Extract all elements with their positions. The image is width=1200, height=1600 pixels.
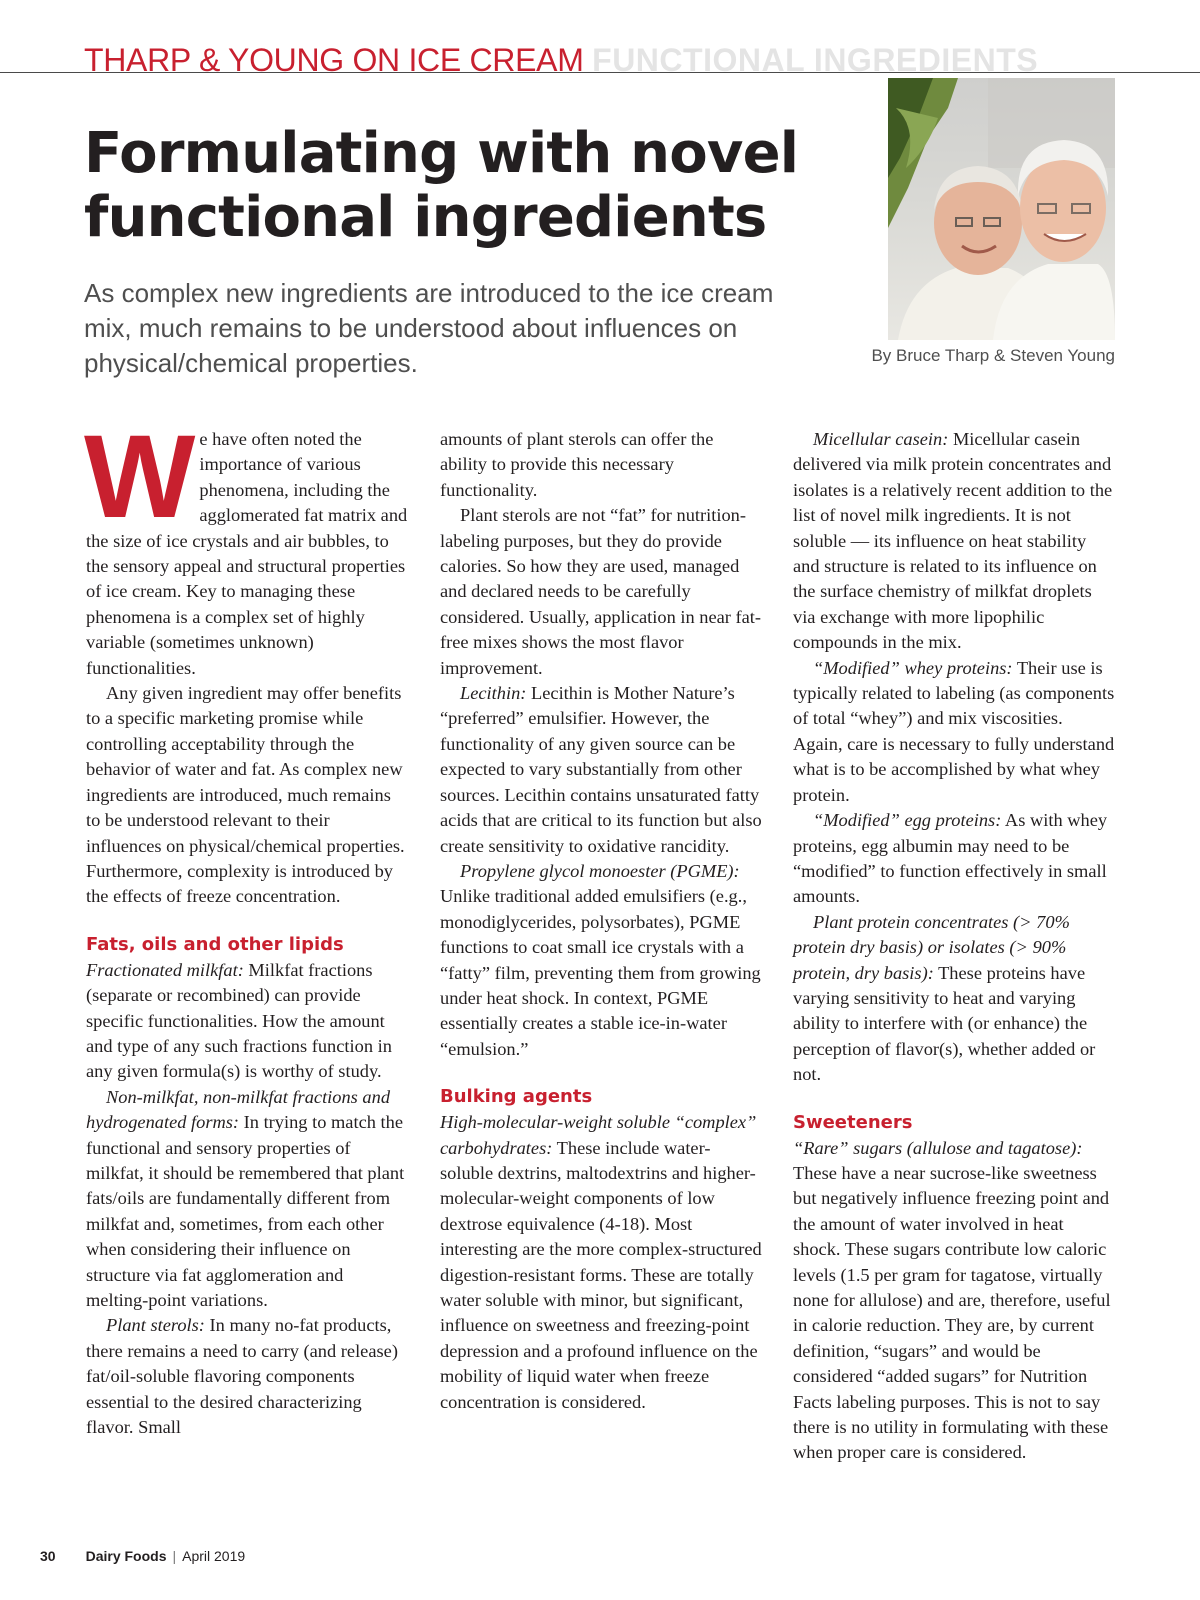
column-3 [793, 427, 1115, 1466]
term-label: Propylene glycol monoester (PGME): [460, 860, 740, 881]
paragraph-plant-sterols [86, 1313, 408, 1440]
paragraph-modified-egg [793, 808, 1115, 910]
column-1 [84, 411, 408, 1440]
subhead-sweeteners: Sweeteners [793, 1111, 913, 1133]
intro-text: e have often noted the importance of various phenomena, including the agglomerated fat matrix and the size of ice crystals and air bubbles, to the sensory appeal and structural properties of ice cream. Key to managing these phenomena is a complex set of highly variable (sometimes unknown) functionalities. [86, 429, 408, 678]
paragraph-continued: amounts of plant sterols can offer the ability to provide this necessary functionality. [440, 429, 714, 500]
page-footer [40, 1546, 245, 1566]
paragraph-pgme [440, 859, 762, 1062]
term-text: Milkfat fractions (separate or recombined) can provide specific functionalities. How the amount and type of any such fractions function in any given formula(s) is worthy of study. [86, 959, 392, 1082]
term-text: Unlike traditional added emulsifiers (e.g., monodiglycerides, polysorbates), PGME functions to coat small ice crystals with a “fatty” film, preventing them from growing under heat shock. In context, PGME essentially creates a stable ice-in-water “emulsion.” [440, 886, 761, 1059]
term-text: In many no-fat products, there remains a need to carry (and release) fat/oil-soluble flavoring components essential to the desired characterizing flavor. Small [86, 1315, 398, 1438]
term-text: These include water-soluble dextrins, maltodextrins and higher-molecular-weight components of low dextrose equivalence (4-18). Most interesting are the more complex-structured digestion-resistant forms. These are totally water soluble with minor, but significant, influence on sweetness and freezing-point depression and a profound influence on the mobility of liquid water when freeze concentration is considered. [440, 1137, 762, 1412]
page-number: 30 [40, 1548, 56, 1564]
term-label: High-molecular-weight soluble “complex” carbohydrates: [440, 1112, 757, 1158]
term-label: “Rare” sugars (allulose and tagatose): [793, 1137, 1083, 1158]
paragraph-complex-carbs [440, 1110, 762, 1415]
subhead-bulking: Bulking agents [440, 1086, 593, 1108]
article-deck: As complex new ingredients are introduced to the ice cream mix, much remains to be understood about influences on physical/chemical properties. [84, 278, 774, 378]
section-header [84, 40, 1038, 80]
column-2 [440, 427, 762, 1415]
paragraph: Plant sterols are not “fat” for nutrition-labeling purposes, but they do provide calories. So how they are used, managed and declared needs to be carefully considered. Usually, application in near fat-free mixes shows the most flavor improvement. [440, 505, 762, 678]
term-text: Lecithin is Mother Nature’s “preferred” emulsifier. However, the functionality of any given source can be expected to vary substantially from other sources. Lecithin contains unsaturated fatty acids that are critical to its function but also create sensitivity to oxidative rancidity. [440, 683, 762, 856]
paragraph-plant-protein [793, 910, 1115, 1088]
term-label: “Modified” whey proteins: [813, 657, 1013, 678]
term-label: Plant sterols: [106, 1315, 205, 1336]
term-label: Micellular casein: [813, 429, 949, 449]
paragraph-non-milkfat [86, 1085, 408, 1314]
section-topic: FUNCTIONAL INGREDIENTS [592, 42, 1039, 78]
term-label: Plant protein concentrates (> 70% protein dry basis) or isolates (> 90% protein, dry basis): [793, 911, 1070, 983]
paragraph-micellular-casein [793, 427, 1115, 656]
paragraph: Any given ingredient may offer benefits to a specific marketing promise while controlling acceptability through the behavior of water and fat. As complex new ingredients are introduced, much remains to be understood relevant to their influences on physical/chemical properties. Furthermore, complexity is introduced by the effects of freeze concentration. [86, 683, 405, 907]
term-label: Lecithin: [460, 683, 527, 704]
section-name: THARP & YOUNG ON ICE CREAM [84, 42, 584, 78]
paragraph-fractionated-milkfat [86, 958, 408, 1085]
paragraph-modified-whey [793, 656, 1115, 808]
paragraph-lecithin [440, 681, 762, 859]
issue-date: April 2019 [182, 1548, 246, 1564]
term-label: “Modified” egg proteins: [813, 810, 1002, 831]
magazine-name: Dairy Foods [85, 1548, 167, 1564]
term-text: These proteins have varying sensitivity to heat and varying ability to interfere with (or enhance) the perception of flavor(s), whether added or not. [793, 962, 1096, 1085]
term-text: These have a near sucrose-like sweetness but negatively influence freezing point and the amount of water involved in heat shock. These sugars contribute low caloric levels (1.5 per gram for tagatose, virtually none for allulose) and are, therefore, useful in calorie reduction. They are, by current definition, “sugars” and would be considered “added sugars” for Nutrition Facts labeling purposes. This is not to say there is no utility in formulating with these when proper care is considered. [793, 1162, 1111, 1463]
drop-cap: W [84, 411, 192, 543]
term-label: Fractionated milkfat: [86, 959, 244, 980]
byline: By Bruce Tharp & Steven Young [871, 346, 1115, 365]
footer-separator: | [172, 1548, 177, 1564]
term-text: In trying to match the functional and sensory properties of milkfat, it should be remembered that plant fats/oils are fundamentally different from milkfat and, sometimes, from each other when considering their influence on structure via fat agglomeration and melting-point variations. [86, 1112, 405, 1310]
author-photo [888, 78, 1115, 340]
term-text: As with whey proteins, egg albumin may need to be “modified” to function effectively in small amounts. [793, 810, 1108, 907]
paragraph-rare-sugars [793, 1136, 1115, 1466]
term-text: Their use is typically related to labeling (as components of total “whey”) and mix viscosities. Again, care is necessary to fully understand what is to be accomplished by what whey protein. [793, 657, 1115, 805]
subhead-fats: Fats, oils and other lipids [86, 933, 344, 955]
term-label: Non-milkfat, non-milkfat fractions and hydrogenated forms: [86, 1086, 391, 1133]
intro-paragraph [84, 411, 408, 681]
term-text: Micellular casein delivered via milk protein concentrates and isolates is a relatively recent addition to the list of novel milk ingredients. It is not soluble — its influence on heat stability and structure is related to its influence on the surface chemistry of milkfat droplets via exchange with more lipophilic compounds in the mix. [793, 429, 1113, 653]
article-title: Formulating with novel functional ingredients [84, 121, 799, 250]
